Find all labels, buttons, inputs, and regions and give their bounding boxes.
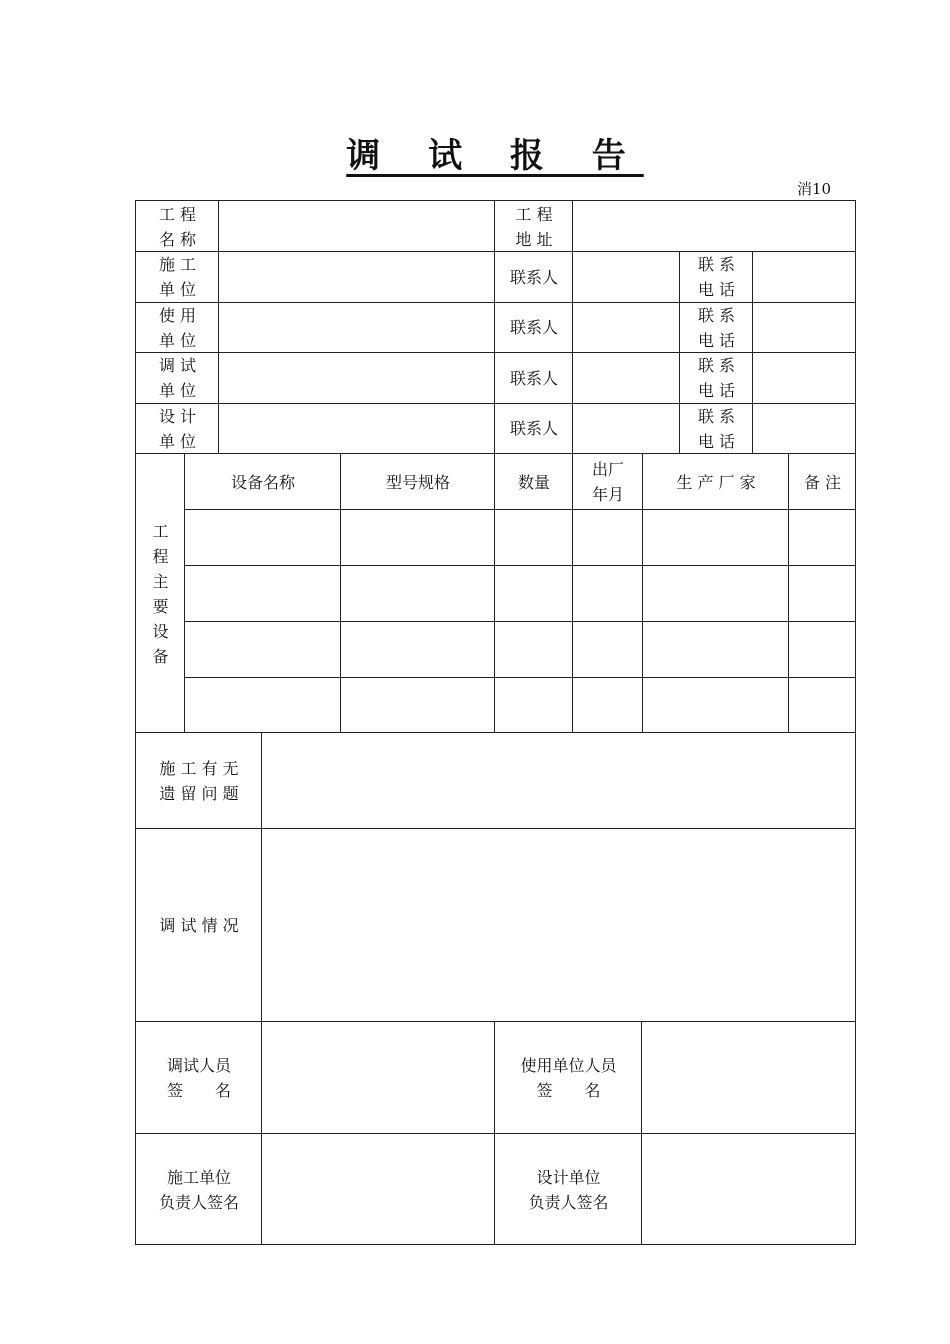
label-project-address: 工 程 地 址 (515, 204, 553, 249)
header-model-spec: 型号规格 (385, 472, 450, 492)
contact-phone-field-3[interactable] (753, 353, 856, 403)
remaining-issues-field[interactable] (262, 733, 856, 829)
label-contact-person-1: 联系人 (509, 267, 558, 287)
design-head-signature-field[interactable] (642, 1134, 856, 1245)
label-user-unit-staff-signature: 使用单位人员 签 名 (520, 1056, 617, 1100)
label-contact-phone-2: 联 系 电 话 (697, 305, 736, 350)
label-design-unit: 设 计 单 位 (158, 406, 197, 451)
label-contact-phone-1: 联 系 电 话 (697, 255, 736, 299)
commissioning-status-field[interactable] (262, 829, 856, 1022)
label-commissioning-unit: 调 试 单 位 (158, 356, 197, 400)
header-manufacture-date: 出厂 年月 (591, 460, 624, 504)
construction-unit-field[interactable] (219, 252, 495, 302)
contact-phone-field-2[interactable] (753, 302, 856, 353)
label-user-unit: 使 用 单 位 (158, 305, 197, 350)
label-construction-head-signature: 施工单位 负责人签名 (158, 1167, 239, 1212)
label-design-head-signature: 设计单位 负责人签名 (528, 1167, 609, 1212)
label-main-equipment: 工 程 主 要 设 备 (152, 521, 169, 666)
label-commissioning-staff-signature: 调试人员 签 名 (166, 1056, 231, 1100)
contact-person-field-4[interactable] (573, 403, 680, 454)
commissioning-unit-field[interactable] (219, 353, 495, 403)
document-title: 调 试 报 告 (346, 136, 644, 176)
header-equipment-name: 设备名称 (230, 472, 295, 492)
form-code: 消10 (797, 180, 832, 198)
label-commissioning-status: 调 试 情 况 (159, 916, 239, 935)
construction-head-signature-field[interactable] (262, 1134, 495, 1245)
project-address-field[interactable] (573, 201, 856, 252)
commissioning-staff-signature-field[interactable] (262, 1022, 495, 1134)
label-contact-phone-4: 联 系 电 话 (697, 406, 736, 451)
header-manufacturer: 生 产 厂 家 (676, 472, 756, 492)
label-contact-phone-3: 联 系 电 话 (697, 356, 736, 400)
header-quantity: 数量 (517, 472, 550, 492)
label-remaining-issues: 施 工 有 无 遗 留 问 题 (159, 759, 239, 803)
header-remarks: 备 注 (803, 472, 842, 492)
contact-person-field-3[interactable] (573, 353, 680, 403)
grid-line-h (184, 565, 856, 566)
user-unit-staff-signature-field[interactable] (642, 1022, 856, 1134)
label-contact-person-4: 联系人 (509, 419, 558, 438)
grid-line-h (184, 621, 856, 622)
label-construction-unit: 施 工 单 位 (158, 255, 197, 299)
label-contact-person-2: 联系人 (509, 318, 558, 337)
user-unit-field[interactable] (219, 302, 495, 353)
label-project-name: 工 程 名 称 (158, 204, 197, 249)
label-contact-person-3: 联系人 (509, 368, 558, 388)
contact-person-field-1[interactable] (573, 252, 680, 302)
contact-phone-field-1[interactable] (753, 252, 856, 302)
grid-line-h (184, 677, 856, 678)
contact-person-field-2[interactable] (573, 302, 680, 353)
design-unit-field[interactable] (219, 403, 495, 454)
project-name-field[interactable] (219, 201, 495, 252)
contact-phone-field-4[interactable] (753, 403, 856, 454)
